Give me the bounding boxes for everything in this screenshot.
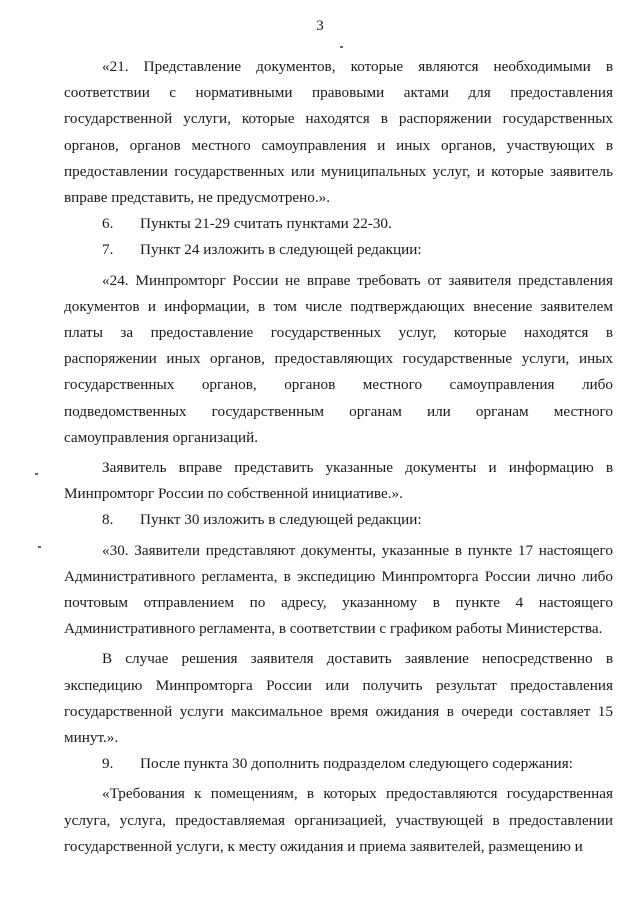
scan-mark [38, 546, 41, 548]
paragraph-30: «30. Заявители представляют документы, указанные в пункте 17 настоящего Административного регламента, в экспедицию Минпромторга России лично либо почтовым отправлением по адресу, указанному в пункте 4 настоящего Административного регламента, в соответствии с графиком работы Министерства. [64, 541, 613, 638]
item-text: Пункт 24 изложить в следующей редакции: [140, 241, 422, 259]
paragraph-waiting-time: В случае решения заявителя доставить заявление непосредственно в экспедицию Минпромторга России или получить результат предоставления государственной услуги максимальное время ожидания в очереди составляет 15 минут.». [64, 650, 613, 747]
list-item-7 [64, 237, 613, 263]
item-text: Пункт 30 изложить в следующей редакции: [140, 511, 422, 529]
list-item-9 [64, 751, 613, 777]
item-text: Пункты 21-29 считать пунктами 22-30. [140, 215, 392, 233]
item-number: 8. [102, 511, 114, 529]
paragraph-applicant-right: Заявитель вправе представить указанные документы и информацию в Минпромторг России по собственной инициативе.». [64, 459, 613, 503]
item-number: 7. [102, 241, 114, 259]
scan-mark [340, 46, 343, 48]
page-number: 3 [316, 18, 324, 34]
list-item-6 [64, 211, 613, 237]
item-number: 9. [102, 755, 114, 773]
item-text: После пункта 30 дополнить подразделом следующего содержания: [140, 755, 573, 773]
paragraph-premises-requirements: «Требования к помещениям, в которых предоставляются государственная услуга, услуга, предоставляемая организацией, участвующей в предоставлении государственной услуги, к месту ожидания и приема заявителей, размещению и [64, 785, 613, 855]
item-number: 6. [102, 215, 114, 233]
scan-mark [35, 473, 38, 475]
document-body [64, 54, 613, 860]
paragraph-24: «24. Минпромторг России не вправе требовать от заявителя представления документов и информации, в том числе подтверждающих внесение заявителем платы за предоставление государственных услуг, которые находятся в распоряжении иных органов, предоставляющих государственные услуги, иных государственных органов, органов местного самоуправления либо подведомственных государственным органам или органам местного самоуправления организаций. [64, 271, 613, 446]
paragraph-21: «21. Представление документов, которые являются необходимыми в соответствии с нормативными правовыми актами для предоставления государственной услуги, которые находятся в распоряжении государственных органов, органов местного самоуправления и иных органов, участвующих в предоставлении государственных или муниципальных услуг, и которые заявитель вправе представить, не предусмотрено.». [64, 58, 613, 207]
list-item-8 [64, 507, 613, 533]
